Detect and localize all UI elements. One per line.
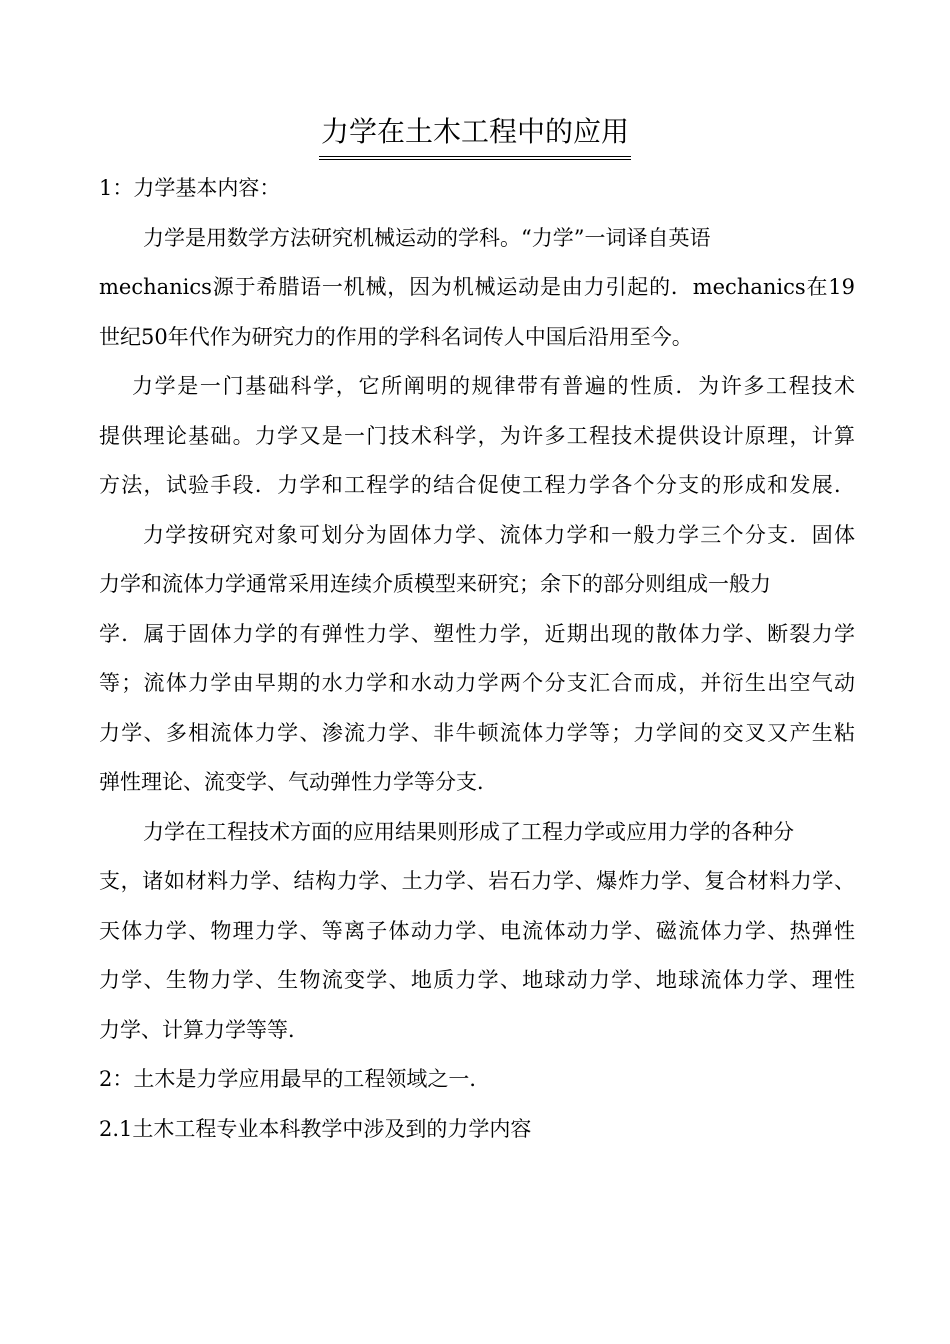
paragraph-line: 力学在工程技术方面的应用结果则形成了工程力学或应用力学的各种分	[143, 819, 794, 844]
paragraph-line: 力学是一门基础科学，它所阐明的规律带有普遍的性质．为许多工程技术	[132, 374, 855, 398]
paragraph-line: 支，诸如材料力学、结构力学、土力学、岩石力学、爆炸力学、复合材料力学、	[99, 869, 855, 893]
paragraph-line: 力学和流体力学通常采用连续介质模型来研究；余下的部分则组成一般力	[99, 572, 771, 596]
paragraph-line: 方法，试验手段．力学和工程学的结合促使工程力学各个分支的形成和发展．	[99, 473, 855, 497]
paragraph-line: 力学是用数学方法研究机械运动的学科。“力学”一词译自英语	[143, 225, 711, 250]
paragraph-line: 学．属于固体力学的有弹性力学、塑性力学，近期出现的散体力学、断裂力学	[99, 621, 855, 646]
paragraph-line: 提供理论基础。力学又是一门技术科学，为许多工程技术提供设计原理，计算	[99, 423, 855, 448]
subsection-heading-2-1: 2.1土木工程专业本科教学中涉及到的力学内容	[99, 1116, 532, 1141]
paragraph-line: mechanics源于希腊语一机械，因为机械运动是由力引起的．mechanics在19	[99, 275, 855, 299]
paragraph-line: 天体力学、物理力学、等离子体动力学、电流体动力学、磁流体力学、热弹性	[99, 918, 855, 943]
title-block	[0, 112, 950, 160]
document-title: 力学在土木工程中的应用	[319, 112, 631, 160]
paragraph-line: 力学、多相流体力学、渗流力学、非牛顿流体力学等；力学间的交叉又产生粘	[99, 720, 855, 745]
paragraph-line: 力学、生物力学、生物流变学、地质力学、地球动力学、地球流体力学、理性	[99, 968, 855, 992]
paragraph-line: 等；流体力学由早期的水力学和水动力学两个分支汇合而成，并衍生出空气动	[99, 671, 855, 695]
paragraph-line: 弹性理论、流变学、气动弹性力学等分支．	[99, 770, 498, 794]
section-heading-1: 1：力学基本内容：	[99, 176, 281, 200]
document-body	[99, 164, 855, 1154]
paragraph-line: 世纪50年代作为研究力的作用的学科名词传人中国后沿用至今。	[99, 324, 693, 349]
section-heading-2: 2：土木是力学应用最早的工程领域之一．	[99, 1067, 491, 1091]
paragraph-line: 力学按研究对象可划分为固体力学、流体力学和一般力学三个分支．固体	[143, 522, 855, 547]
paragraph-line: 力学、计算力学等等．	[99, 1017, 309, 1042]
